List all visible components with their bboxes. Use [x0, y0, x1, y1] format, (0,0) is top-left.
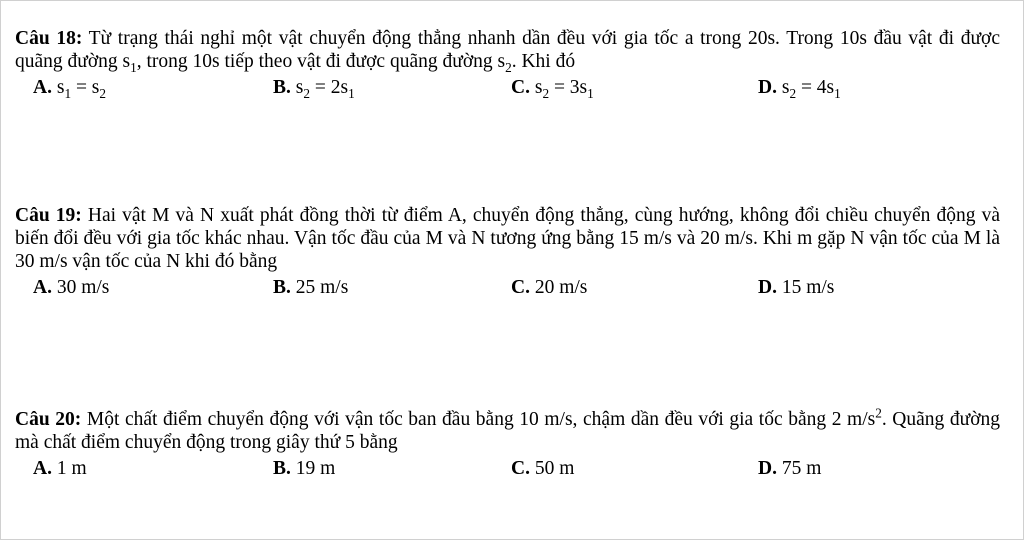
question-stem: [15, 204, 1000, 273]
option-c[interactable]: C. 20 m/s: [511, 277, 588, 298]
question-text: Hai vật M và N xuất phát đồng thời từ điểm A, chuyển động thẳng, cùng hướng, không đổi chiều chuyển động và biến đổi đều với gia tốc khác nhau. Vận tốc đầu của M và N tương ứng bằng 15 m/s và 20 m/s. Khi m gặp N vận tốc của M là 30 m/s vận tốc của N khi đó bằng: [15, 205, 1001, 272]
option-b[interactable]: B. 25 m/s: [273, 277, 349, 298]
option-d[interactable]: D. 15 m/s: [758, 277, 835, 298]
option-d[interactable]: D. $s_2 = 4s_1$: [758, 77, 841, 101]
question-stem: [15, 27, 1000, 73]
option-a[interactable]: A. $s_1 = s_2$: [33, 77, 107, 101]
answer-options: [15, 76, 1000, 102]
option-b[interactable]: B. $s_2 = 2s_1$: [273, 77, 355, 101]
question-text: Từ trạng thái nghỉ một vật chuyển động thẳng nhanh dần đều với gia tốc a trong 20s. Trong 10s đầu vật đi được quãng đường $s_1$, trong 10s tiếp theo vật đi được quãng đường $s_2$. Khi đó: [15, 28, 1000, 75]
question-20: [15, 405, 1001, 483]
option-c[interactable]: C. $s_2 = 3s_1$: [511, 77, 594, 101]
option-d[interactable]: D. 75 m: [758, 458, 822, 479]
question-number: Câu 20:: [15, 409, 82, 430]
option-a[interactable]: A. 30 m/s: [33, 277, 110, 298]
question-stem: [15, 405, 1001, 454]
question-text: Một chất điểm chuyển động với vận tốc ban đầu bằng 10 m/s, chậm dần đều với gia tốc bằng 2 $m/s^2$. Quãng đường mà chất điểm chuyển động trong giây thứ 5 bằng: [15, 405, 1001, 453]
option-c[interactable]: C. 50 m: [511, 458, 575, 479]
question-number: Câu 19:: [15, 205, 82, 226]
option-b[interactable]: B. 19 m: [273, 458, 336, 479]
answer-options: [15, 276, 1000, 302]
answer-options: [15, 457, 1000, 483]
question-19: [15, 204, 1000, 302]
question-18: [15, 27, 1000, 102]
option-a[interactable]: A. 1 m: [33, 458, 87, 479]
question-number: Câu 18:: [15, 28, 83, 49]
